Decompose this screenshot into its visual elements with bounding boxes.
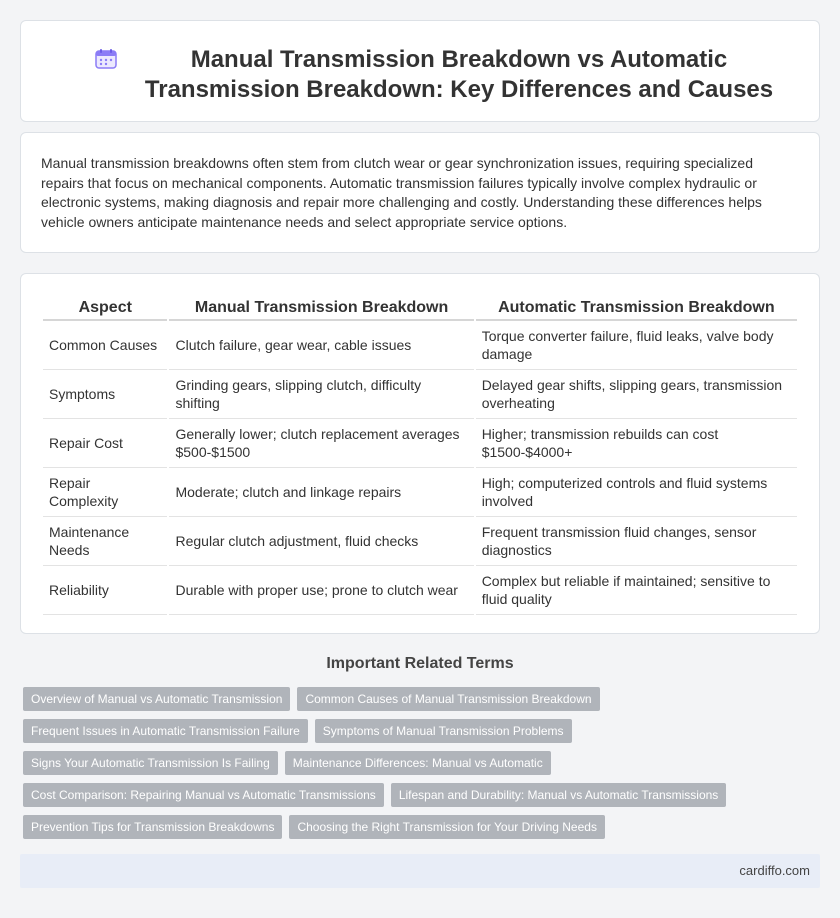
table-cell-automatic: Delayed gear shifts, slipping gears, transmission overheating (476, 370, 797, 419)
table-cell-manual: Regular clutch adjustment, fluid checks (169, 517, 473, 566)
related-term-tag[interactable]: Symptoms of Manual Transmission Problems (315, 719, 572, 743)
column-header-manual: Manual Transmission Breakdown (169, 294, 473, 321)
table-row (43, 468, 797, 517)
table-cell-manual: Durable with proper use; prone to clutch wear (169, 566, 473, 615)
table-cell-automatic: Torque converter failure, fluid leaks, valve body damage (476, 321, 797, 370)
table-cell-aspect: Symptoms (43, 370, 167, 419)
table-row (43, 517, 797, 566)
comparison-table-card (20, 273, 820, 634)
table-cell-manual: Moderate; clutch and linkage repairs (169, 468, 473, 517)
table-cell-aspect: Maintenance Needs (43, 517, 167, 566)
table-header-row (43, 294, 797, 321)
related-term-tag[interactable]: Choosing the Right Transmission for Your Driving Needs (289, 815, 604, 839)
table-cell-manual: Clutch failure, gear wear, cable issues (169, 321, 473, 370)
table-cell-aspect: Reliability (43, 566, 167, 615)
table-row (43, 321, 797, 370)
tag-row (23, 719, 823, 743)
column-header-aspect: Aspect (43, 294, 167, 321)
table-cell-automatic: Frequent transmission fluid changes, sensor diagnostics (476, 517, 797, 566)
comparison-table (41, 294, 799, 615)
column-header-automatic: Automatic Transmission Breakdown (476, 294, 797, 321)
related-term-tag[interactable]: Prevention Tips for Transmission Breakdowns (23, 815, 282, 839)
tag-row (23, 815, 823, 839)
related-terms-title: Important Related Terms (326, 655, 514, 672)
table-cell-automatic: High; computerized controls and fluid systems involved (476, 468, 797, 517)
footer (20, 854, 820, 888)
table-row (43, 566, 797, 615)
footer-brand[interactable]: cardiffo.com (739, 863, 810, 878)
summary-card (20, 132, 820, 253)
table-cell-aspect: Repair Cost (43, 419, 167, 468)
table-row (43, 419, 797, 468)
tag-row (23, 751, 823, 775)
related-term-tag[interactable]: Lifespan and Durability: Manual vs Automatic Transmissions (391, 783, 726, 807)
related-term-tag[interactable]: Frequent Issues in Automatic Transmission Failure (23, 719, 308, 743)
summary-text: Manual transmission breakdowns often stem from clutch wear or gear synchronization issues, requiring specialized repairs that focus on mechanical components. Automatic transmission failures typically involve complex hydraulic or electronic systems, making diagnosis and repair more challenging and costly. Understanding these differences helps vehicle owners anticipate maintenance needs and select appropriate service options. (41, 155, 762, 230)
related-terms-list (23, 687, 823, 847)
table-cell-aspect: Repair Complexity (43, 468, 167, 517)
table-cell-manual: Generally lower; clutch replacement averages $500-$1500 (169, 419, 473, 468)
table-cell-aspect: Common Causes (43, 321, 167, 370)
table-cell-automatic: Higher; transmission rebuilds can cost $1500-$4000+ (476, 419, 797, 468)
related-term-tag[interactable]: Signs Your Automatic Transmission Is Failing (23, 751, 278, 775)
table-row (43, 370, 797, 419)
related-term-tag[interactable]: Maintenance Differences: Manual vs Automatic (285, 751, 551, 775)
tag-row (23, 783, 823, 807)
related-term-tag[interactable]: Common Causes of Manual Transmission Breakdown (297, 687, 599, 711)
tag-row (23, 687, 823, 711)
table-cell-manual: Grinding gears, slipping clutch, difficulty shifting (169, 370, 473, 419)
table-cell-automatic: Complex but reliable if maintained; sensitive to fluid quality (476, 566, 797, 615)
related-term-tag[interactable]: Overview of Manual vs Automatic Transmission (23, 687, 290, 711)
related-term-tag[interactable]: Cost Comparison: Repairing Manual vs Automatic Transmissions (23, 783, 384, 807)
title-card (20, 20, 820, 122)
page-title: Manual Transmission Breakdown vs Automatic Transmission Breakdown: Key Differences and Causes (144, 46, 774, 103)
